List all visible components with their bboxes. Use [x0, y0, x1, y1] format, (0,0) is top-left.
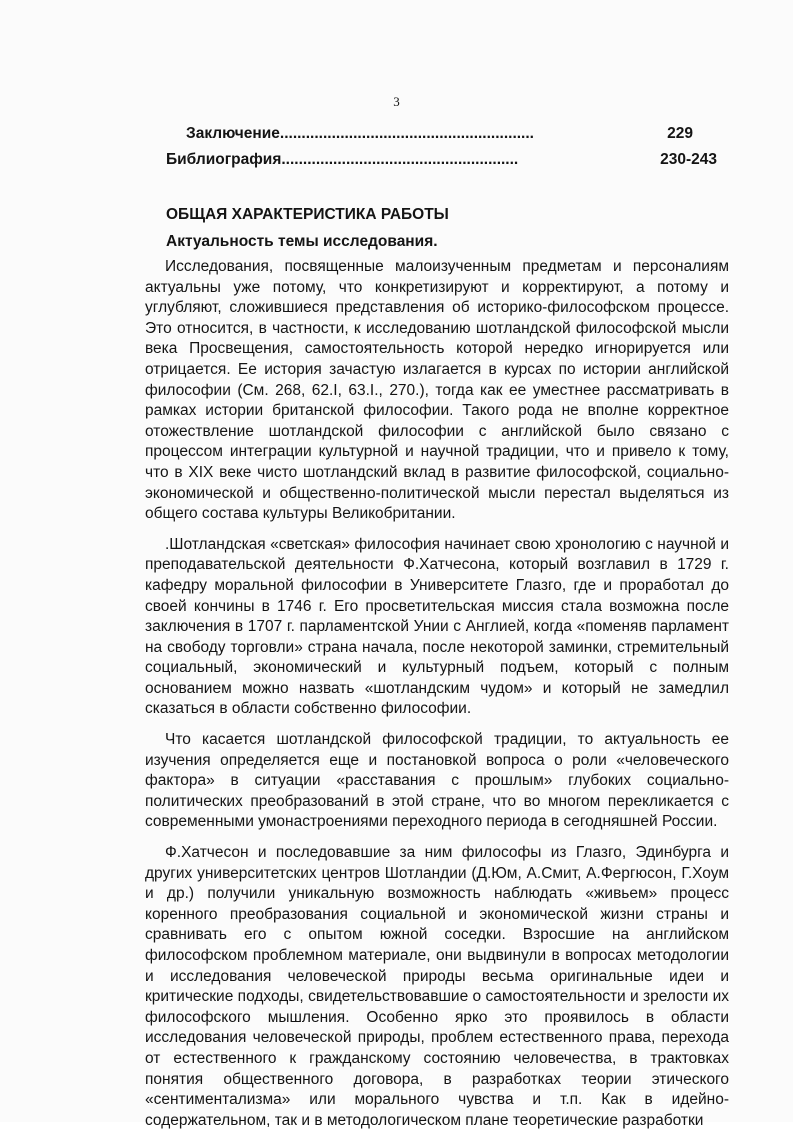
paragraph: Что касается шотландской философской традиции, то актуальность ее изучения определяется еще и постановкой вопроса о роли «человеческого фактора» в ситуации «расставания с прошлым» глубоких социально-политических преобразований в этой стране, что во многом перекликается с современными умонастроениями переходного периода в сегодняшней России. [145, 731, 729, 831]
toc-entry-label: Библиография....................................................... [166, 151, 519, 168]
paragraph: Ф.Хатчесон и последовавшие за ним философы из Глазго, Эдинбурга и других университетских центров Шотландии (Д.Юм, А.Смит, А.Фергюсон, Г.Хоум и др.) получили уникальную возможность наблюдать «живьем» процесс коренного преобразования социальной и экономической жизни страны и сравнивать его с опытом южной соседки. Взросшие на английском философском проблемном материале, они выдвинули в вопросах методологии и исследования человеческой природы весьма оригинальные идеи и критические подходы, свидетельствовавшие о самостоятельности и зрелости их философского мышления. Особенно ярко это проявилось в области исследования человеческой природы, проблем естественного права, перехода от естественного к гражданскому состоянию человечества, в трактовках понятия общественного договора, в разработках теории этического «сентиментализма» или морального чувства и т.п. Как в идейно-содержательном, так и в методологическом плане теоретические разработки [145, 844, 729, 1129]
toc-entry-label: Заключение........................................................... [186, 125, 534, 142]
paragraph: .Шотландская «светская» философия начинает свою хронологию с научной и преподавательской деятельности Ф.Хатчесона, который возглавил в 1729 г. кафедру моральной философии в Университете Глазго, где и проработал до своей кончины в 1746 г. Его просветительская миссия стала возможна после заключения в 1707 г. парламентской Унии с Англией, когда «поменяв парламент на свободу торговли» страна начала, после некоторой заминки, стремительный социальный, экономический и культурный подъем, который с полным основанием можно назвать «шотландским чудом» и который не замедлил сказаться в области собственно философии. [145, 535, 729, 718]
table-of-contents [166, 124, 721, 176]
paragraph: Исследования, посвященные малоизученным предметам и персоналиям актуальны уже потому, что конкретизируют и корректируют, а потому и углубляют, сложившиеся представления об историко-философском процессе. Это относится, в частности, к исследованию шотландской философской мысли века Просвещения, самостоятельность которой нередко игнорируется или отрицается. Ее история зачастую излагается в курсах по истории английской философии (См. 268, 62.I, 63.I., 270.), тогда как ее уместнее рассматривать в рамках истории британской философии. Такого рода не вполне корректное отожествление шотландской философии с английской было связано с процессом интеграции культурной и научной традиции, что и привело к тому, что в XIX веке чисто шотландский вклад в развитие философской, социально-экономической и общественно-политической мысли перестал выделяться из общего состава культуры Великобритании. [145, 258, 729, 523]
section-title: ОБЩАЯ ХАРАКТЕРИСТИКА РАБОТЫ [166, 206, 449, 223]
body-text [145, 257, 729, 1141]
subsection-title: Актуальность темы исследования. [166, 233, 438, 250]
toc-entry-page: 229 [667, 125, 693, 142]
toc-entry-page: 230-243 [660, 151, 717, 168]
toc-entry-bibliography [166, 150, 721, 176]
page-number: 3 [393, 94, 400, 109]
toc-entry-conclusion [166, 124, 721, 150]
